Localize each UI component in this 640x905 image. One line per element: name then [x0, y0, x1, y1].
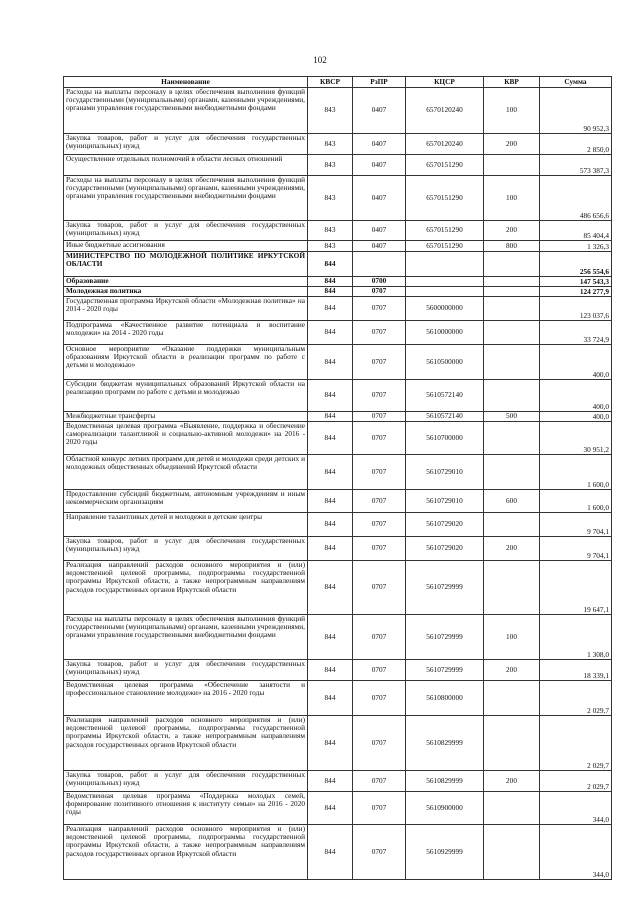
cell-name: Расходы на выплаты персоналу в целях обеспечения выполнения функций государственными (муниципальными) органами, казенными учреждениями, органами управления государственными внебюджетными фондами [64, 176, 308, 221]
cell-kvr [484, 252, 540, 277]
cell-kvsr: 844 [308, 412, 353, 422]
cell-kvr: 200 [484, 771, 540, 792]
table-row [64, 561, 612, 615]
cell-kvsr: 843 [308, 88, 353, 134]
cell-sum: 90 952,3 [540, 88, 612, 134]
cell-name: Реализация направлений расходов основного мероприятия и (или) ведомственной целевой программы, подпрограммы государственной программы Иркутской области, а также непрограммным направлениям расходов государственных органов Иркутской области [64, 561, 308, 615]
cell-kvsr: 844 [308, 297, 353, 321]
table-row [64, 321, 612, 345]
cell-kvsr: 844 [308, 455, 353, 490]
cell-sum: 1 600,0 [540, 455, 612, 490]
cell-sum: 256 554,6 [540, 252, 612, 277]
cell-rzpr: 0707 [353, 412, 406, 422]
table-row [64, 412, 612, 422]
cell-kcsr: 5610829999 [406, 771, 484, 792]
cell-name: Молодежная политика [64, 287, 308, 297]
cell-rzpr: 0707 [353, 422, 406, 455]
cell-rzpr: 0707 [353, 615, 406, 660]
cell-sum: 573 387,3 [540, 155, 612, 176]
cell-kvr: 500 [484, 412, 540, 422]
cell-name: Основное мероприятие «Оказание поддержки муниципальным образованиям Иркутской области в реализации программ по работе с детьми и молодежью» [64, 345, 308, 380]
cell-kcsr: 5610729999 [406, 660, 484, 681]
cell-kvsr: 843 [308, 241, 353, 252]
table-row [64, 297, 612, 321]
cell-kvr [484, 287, 540, 297]
cell-sum: 1 326,3 [540, 241, 612, 252]
cell-sum: 19 647,1 [540, 561, 612, 615]
cell-sum: 9 704,1 [540, 513, 612, 537]
cell-kvr [484, 422, 540, 455]
table-row [64, 221, 612, 241]
table-row [64, 422, 612, 455]
header-kvsr: КВСР [308, 77, 353, 88]
cell-rzpr: 0407 [353, 134, 406, 155]
cell-kvr: 100 [484, 88, 540, 134]
cell-name: Подпрограмма «Качественное развитие потенциала и воспитание молодежи» на 2014 - 2020 годы [64, 321, 308, 345]
cell-name: Осуществление отдельных полномочий в области лесных отношений [64, 155, 308, 176]
cell-kvsr: 844 [308, 825, 353, 880]
cell-kcsr: 5610800000 [406, 681, 484, 716]
cell-rzpr: 0407 [353, 241, 406, 252]
table-row [64, 88, 612, 134]
cell-kvr [484, 681, 540, 716]
cell-rzpr: 0707 [353, 455, 406, 490]
cell-kcsr: 6570151290 [406, 241, 484, 252]
cell-kvr [484, 155, 540, 176]
cell-kvr [484, 561, 540, 615]
cell-rzpr: 0407 [353, 88, 406, 134]
cell-sum: 400,0 [540, 380, 612, 412]
cell-rzpr: 0407 [353, 176, 406, 221]
cell-name: Областной конкурс летних программ для детей и молодежи среди детских и молодежных общественных объединений Иркутской области [64, 455, 308, 490]
cell-kvr: 200 [484, 221, 540, 241]
cell-name: Закупка товаров, работ и услуг для обеспечения государственных (муниципальных) нужд [64, 771, 308, 792]
cell-kcsr: 5610572140 [406, 412, 484, 422]
cell-sum: 344,0 [540, 792, 612, 825]
cell-kcsr: 5600000000 [406, 297, 484, 321]
cell-name: Межбюджетные трансферты [64, 412, 308, 422]
cell-name: Государственная программа Иркутской области «Молодежная политика» на 2014 - 2020 годы [64, 297, 308, 321]
table-row [64, 252, 612, 277]
cell-kvsr: 844 [308, 277, 353, 287]
cell-sum: 1 600,0 [540, 490, 612, 513]
table-row [64, 277, 612, 287]
cell-kcsr [406, 277, 484, 287]
table-row [64, 537, 612, 561]
cell-rzpr: 0707 [353, 681, 406, 716]
cell-kvr: 200 [484, 660, 540, 681]
cell-sum: 123 037,6 [540, 297, 612, 321]
cell-kcsr: 5610829999 [406, 716, 484, 771]
cell-kvsr: 844 [308, 252, 353, 277]
cell-kcsr: 5610729999 [406, 615, 484, 660]
cell-name: Ведомственная целевая программа «Поддержка молодых семей, формирование позитивного отношения к институту семьи» на 2016 - 2020 годы [64, 792, 308, 825]
cell-kvsr: 844 [308, 321, 353, 345]
table-row [64, 771, 612, 792]
cell-kvsr: 844 [308, 380, 353, 412]
cell-sum: 400,0 [540, 345, 612, 380]
cell-kcsr: 5610729010 [406, 490, 484, 513]
cell-sum: 124 277,9 [540, 287, 612, 297]
cell-kvr [484, 321, 540, 345]
cell-kcsr: 6570120240 [406, 134, 484, 155]
cell-kvr: 600 [484, 490, 540, 513]
cell-name: Закупка товаров, работ и услуг для обеспечения государственных (муниципальных) нужд [64, 660, 308, 681]
cell-kvsr: 844 [308, 490, 353, 513]
table-body [64, 88, 612, 880]
cell-name: МИНИСТЕРСТВО ПО МОЛОДЕЖНОЙ ПОЛИТИКЕ ИРКУТСКОЙ ОБЛАСТИ [64, 252, 308, 277]
cell-kvsr: 844 [308, 422, 353, 455]
cell-rzpr: 0707 [353, 490, 406, 513]
cell-kcsr: 5610000000 [406, 321, 484, 345]
cell-sum: 400,0 [540, 412, 612, 422]
cell-name: Закупка товаров, работ и услуг для обеспечения государственных (муниципальных) нужд [64, 221, 308, 241]
cell-rzpr: 0707 [353, 771, 406, 792]
cell-sum: 2 029,7 [540, 681, 612, 716]
cell-kcsr: 5610700000 [406, 422, 484, 455]
cell-kcsr: 5610729020 [406, 513, 484, 537]
cell-name: Образование [64, 277, 308, 287]
table-row [64, 134, 612, 155]
cell-rzpr: 0707 [353, 513, 406, 537]
cell-kvsr: 844 [308, 716, 353, 771]
cell-name: Направление талантливых детей и молодежи в детские центры [64, 513, 308, 537]
cell-rzpr: 0707 [353, 287, 406, 297]
cell-name: Расходы на выплаты персоналу в целях обеспечения выполнения функций государственными (муниципальными) органами, казенными учреждениями, органами управления государственными внебюджетными фондами [64, 88, 308, 134]
table-row [64, 615, 612, 660]
cell-rzpr: 0707 [353, 660, 406, 681]
cell-kvr [484, 513, 540, 537]
cell-rzpr: 0707 [353, 380, 406, 412]
cell-kcsr [406, 252, 484, 277]
cell-kcsr: 5610900000 [406, 792, 484, 825]
table-header-row [64, 77, 612, 88]
cell-kvsr: 844 [308, 792, 353, 825]
cell-kcsr: 5610729020 [406, 537, 484, 561]
cell-kvsr: 844 [308, 287, 353, 297]
cell-kvr [484, 380, 540, 412]
cell-kcsr: 6570151290 [406, 155, 484, 176]
cell-kvsr: 843 [308, 134, 353, 155]
cell-rzpr: 0700 [353, 277, 406, 287]
cell-kvr [484, 345, 540, 380]
cell-kcsr: 6570151290 [406, 176, 484, 221]
cell-rzpr: 0707 [353, 792, 406, 825]
cell-kcsr: 5610500000 [406, 345, 484, 380]
cell-name: Реализация направлений расходов основного мероприятия и (или) ведомственной целевой программы, подпрограммы государственной программы Иркутской области, а также непрограммным направлениям расходов государственных органов Иркутской области [64, 716, 308, 771]
cell-rzpr: 0707 [353, 825, 406, 880]
cell-name: Ведомственная целевая программа «Обеспечение занятости и профессиональное становление молодежи» на 2016 - 2020 годы [64, 681, 308, 716]
cell-kvsr: 844 [308, 660, 353, 681]
table-row [64, 716, 612, 771]
table-row [64, 155, 612, 176]
cell-kvr [484, 297, 540, 321]
cell-name: Иные бюджетные ассигнования [64, 241, 308, 252]
cell-name: Закупка товаров, работ и услуг для обеспечения государственных (муниципальных) нужд [64, 537, 308, 561]
table-row [64, 660, 612, 681]
cell-rzpr: 0707 [353, 297, 406, 321]
cell-sum: 2 850,0 [540, 134, 612, 155]
cell-sum: 486 656,6 [540, 176, 612, 221]
table-row [64, 455, 612, 490]
cell-kvsr: 843 [308, 176, 353, 221]
cell-kcsr: 6570151290 [406, 221, 484, 241]
cell-rzpr: 0707 [353, 345, 406, 380]
header-name: Наименование [64, 77, 308, 88]
cell-kvr: 800 [484, 241, 540, 252]
cell-kvr: 200 [484, 134, 540, 155]
cell-name: Субсидии бюджетам муниципальных образований Иркутской области на реализацию программ по работе с детьми и молодежью [64, 380, 308, 412]
cell-sum: 344,0 [540, 825, 612, 880]
cell-name: Ведомственная целевая программа «Выявление, поддержка и обеспечение самореализации талантливой и социально-активной молодежи» на 2016 - 2020 годы [64, 422, 308, 455]
cell-kvr: 200 [484, 537, 540, 561]
cell-kvr [484, 825, 540, 880]
table-row [64, 513, 612, 537]
page-number: 102 [313, 55, 327, 65]
cell-kvsr: 844 [308, 537, 353, 561]
cell-kvsr: 844 [308, 681, 353, 716]
table-row [64, 490, 612, 513]
table-row [64, 380, 612, 412]
cell-rzpr: 0707 [353, 561, 406, 615]
cell-sum: 30 951,2 [540, 422, 612, 455]
table-row [64, 176, 612, 221]
header-sum: Сумма [540, 77, 612, 88]
cell-kvsr: 844 [308, 345, 353, 380]
cell-kvr [484, 455, 540, 490]
header-kcsr: КЦСР [406, 77, 484, 88]
cell-kcsr: 5610729010 [406, 455, 484, 490]
cell-sum: 85 404,4 [540, 221, 612, 241]
cell-kvsr: 844 [308, 513, 353, 537]
cell-kvr [484, 277, 540, 287]
cell-sum: 33 724,9 [540, 321, 612, 345]
cell-sum: 2 029,7 [540, 716, 612, 771]
cell-kvsr: 844 [308, 615, 353, 660]
cell-kvsr: 844 [308, 561, 353, 615]
cell-sum: 2 029,7 [540, 771, 612, 792]
table-row [64, 241, 612, 252]
table-row [64, 792, 612, 825]
cell-kvr: 100 [484, 615, 540, 660]
cell-name: Предоставление субсидий бюджетным, автономным учреждениям и иным некоммерческим организациям [64, 490, 308, 513]
cell-kvsr: 844 [308, 771, 353, 792]
cell-rzpr [353, 252, 406, 277]
cell-rzpr: 0707 [353, 321, 406, 345]
cell-rzpr: 0407 [353, 155, 406, 176]
cell-sum: 18 339,1 [540, 660, 612, 681]
cell-rzpr: 0407 [353, 221, 406, 241]
table-row [64, 825, 612, 880]
cell-sum: 1 308,0 [540, 615, 612, 660]
budget-table [63, 76, 612, 880]
header-kvr: КВР [484, 77, 540, 88]
cell-name: Реализация направлений расходов основного мероприятия и (или) ведомственной целевой программы, подпрограммы государственной программы Иркутской области, а также непрограммным направлениям расходов государственных органов Иркутской области [64, 825, 308, 880]
cell-sum: 147 543,3 [540, 277, 612, 287]
cell-kvsr: 843 [308, 155, 353, 176]
table-row [64, 345, 612, 380]
cell-kcsr [406, 287, 484, 297]
cell-name: Закупка товаров, работ и услуг для обеспечения государственных (муниципальных) нужд [64, 134, 308, 155]
cell-name: Расходы на выплаты персоналу в целях обеспечения выполнения функций государственными (муниципальными) органами, казенными учреждениями, органами управления государственными внебюджетными фондами [64, 615, 308, 660]
header-rzpr: РзПР [353, 77, 406, 88]
cell-kcsr: 6570120240 [406, 88, 484, 134]
table-row [64, 681, 612, 716]
cell-kcsr: 5610729999 [406, 561, 484, 615]
cell-rzpr: 0707 [353, 716, 406, 771]
table-row [64, 287, 612, 297]
cell-kvr: 100 [484, 176, 540, 221]
cell-kcsr: 5610572140 [406, 380, 484, 412]
cell-kcsr: 5610929999 [406, 825, 484, 880]
cell-sum: 9 704,1 [540, 537, 612, 561]
cell-rzpr: 0707 [353, 537, 406, 561]
cell-kvr [484, 716, 540, 771]
cell-kvr [484, 792, 540, 825]
cell-kvsr: 843 [308, 221, 353, 241]
